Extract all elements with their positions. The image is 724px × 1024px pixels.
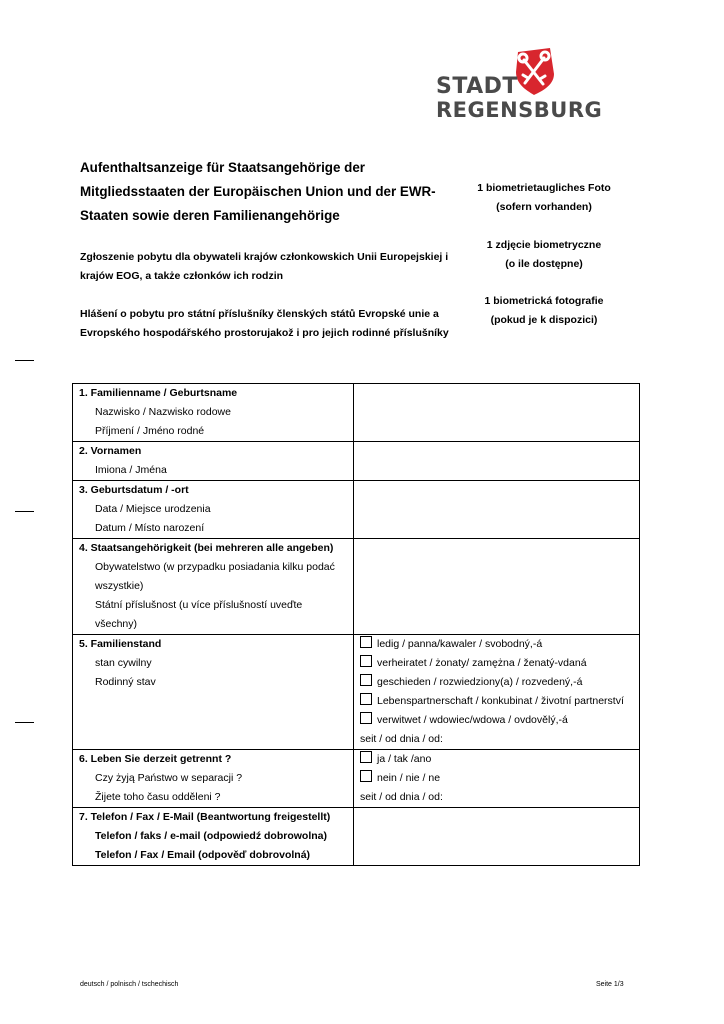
field-heading: 4. Staatsangehörigkeit (bei mehreren alle angeben): [79, 542, 334, 554]
form-row-first-names: [73, 442, 640, 481]
form-row-surname: [73, 384, 640, 442]
form-row-separated: [73, 750, 640, 808]
subtitle-czech: [80, 305, 480, 343]
option-label: ledig / panna/kawaler / svobodný,-á: [377, 638, 543, 650]
field-label-czech: Žijete toho času odděleni ?: [95, 791, 221, 803]
field-heading: 1. Familienname / Geburtsname: [79, 387, 238, 399]
option-label: Lebenspartnerschaft / konkubinat / životní partnerství: [377, 695, 624, 707]
field-label-czech: Příjmení / Jméno rodné: [95, 425, 205, 437]
option-married[interactable]: [354, 654, 639, 673]
form-row-marital-status: [73, 635, 640, 750]
label-cell: [73, 750, 354, 808]
field-label-polish: Nazwisko / Nazwisko rodowe: [95, 406, 231, 418]
form-row-contact: [73, 808, 640, 866]
field-heading: 6. Leben Sie derzeit getrennt ?: [79, 753, 232, 765]
subtitle-line: Evropského hospodářského prostorujakož i pro jejich rodinné příslušníky: [80, 327, 449, 339]
option-label: ja / tak /ano: [377, 753, 432, 765]
contact-input-cell[interactable]: [354, 808, 640, 866]
birth-input-cell[interactable]: [354, 481, 640, 539]
first-names-input-cell[interactable]: [354, 442, 640, 481]
photo-note-polish: [474, 236, 614, 274]
field-label-czech: všechny): [95, 618, 138, 630]
checkbox[interactable]: [360, 636, 372, 648]
photo-note-line: (pokud je k dispozici): [490, 314, 598, 326]
field-label-polish: Imiona / Jména: [95, 464, 167, 476]
document-title: [80, 156, 460, 228]
since-date-field[interactable]: seit / od dnia / od:: [360, 733, 443, 745]
footer-languages: deutsch / polnisch / tschechisch: [80, 981, 179, 988]
option-yes[interactable]: [354, 750, 639, 769]
separated-options-cell: [354, 750, 640, 808]
photo-note-line: 1 biometrická fotografie: [484, 295, 604, 307]
field-label-polish: Telefon / faks / e-mail (odpowiedź dobrowolna): [95, 830, 327, 842]
field-label-polish: Data / Miejsce urodzenia: [95, 503, 211, 515]
photo-note-german: [474, 179, 614, 217]
field-label-czech: Datum / Místo narození: [95, 522, 205, 534]
marital-status-options-cell: [354, 635, 640, 750]
option-label: verheiratet / żonaty/ zamężna / ženatý-vdaná: [377, 657, 587, 669]
option-divorced[interactable]: [354, 673, 639, 692]
field-label-czech: Telefon / Fax / Email (odpověď dobrovolná): [95, 849, 311, 861]
option-label: nein / nie / ne: [377, 772, 441, 784]
label-cell: [73, 384, 354, 442]
field-label-czech: Rodinný stav: [95, 676, 156, 688]
photo-note-czech: [474, 292, 614, 330]
field-label-polish: Czy żyją Państwo w separacji ?: [95, 772, 243, 784]
field-heading: 5. Familienstand: [79, 638, 162, 650]
title-line: Mitgliedsstaaten der Europäischen Union und der EWR-: [80, 184, 436, 199]
checkbox[interactable]: [360, 712, 372, 724]
photo-note-line: (o ile dostępne): [505, 258, 583, 270]
field-label-polish: stan cywilny: [95, 657, 152, 669]
field-heading: 7. Telefon / Fax / E-Mail (Beantwortung freigestellt): [79, 811, 331, 823]
checkbox[interactable]: [360, 751, 372, 763]
field-label-czech: Státní příslušnost (u více příslušností uveďte: [95, 599, 303, 611]
photo-note-line: (sofern vorhanden): [496, 201, 592, 213]
surname-input-cell[interactable]: [354, 384, 640, 442]
option-no[interactable]: [354, 769, 639, 788]
option-partnership[interactable]: [354, 692, 639, 711]
form-row-nationality: [73, 539, 640, 635]
subtitle-line: Zgłoszenie pobytu dla obywateli krajów członkowskich Unii Europejskiej i: [80, 251, 449, 263]
label-cell: [73, 635, 354, 750]
label-cell: [73, 539, 354, 635]
since-date-field[interactable]: seit / od dnia / od:: [360, 791, 443, 803]
fold-mark-punch: [15, 511, 34, 512]
photo-note-line: 1 biometrietaugliches Foto: [477, 182, 611, 194]
fold-mark-bottom: [15, 722, 34, 723]
subtitle-line: Hlášení o pobytu pro státní příslušníky členských států Evropské unie a: [80, 308, 439, 320]
title-line: Aufenthaltsanzeige für Staatsangehörige der: [80, 160, 365, 175]
registration-form-table: [72, 383, 640, 866]
option-label: geschieden / rozwiedziony(a) / rozvedený,-á: [377, 676, 583, 688]
label-cell: [73, 442, 354, 481]
form-row-birth: [73, 481, 640, 539]
label-cell: [73, 481, 354, 539]
logo-line-2: REGENSBURG: [436, 98, 603, 122]
field-label-polish: wszystkie): [95, 580, 144, 592]
checkbox[interactable]: [360, 770, 372, 782]
city-logo: [436, 48, 603, 128]
option-label: verwitwet / wdowiec/wdowa / ovdovělý,-á: [377, 714, 568, 726]
field-label-polish: Obywatelstwo (w przypadku posiadania kilku podać: [95, 561, 335, 573]
checkbox[interactable]: [360, 655, 372, 667]
subtitle-line: krajów EOG, a także członków ich rodzin: [80, 270, 284, 282]
option-single[interactable]: [354, 635, 639, 654]
page-number: Seite 1/3: [596, 981, 624, 988]
option-widowed[interactable]: [354, 711, 639, 730]
field-heading: 2. Vornamen: [79, 445, 142, 457]
field-heading: 3. Geburtsdatum / -ort: [79, 484, 189, 496]
label-cell: [73, 808, 354, 866]
nationality-input-cell[interactable]: [354, 539, 640, 635]
checkbox[interactable]: [360, 674, 372, 686]
title-line: Staaten sowie deren Familienangehörige: [80, 208, 340, 223]
photo-note-line: 1 zdjęcie biometryczne: [486, 239, 602, 251]
subtitle-polish: [80, 248, 480, 286]
logo-line-1: STADT: [436, 74, 518, 99]
fold-mark-top: [15, 360, 34, 361]
checkbox[interactable]: [360, 693, 372, 705]
